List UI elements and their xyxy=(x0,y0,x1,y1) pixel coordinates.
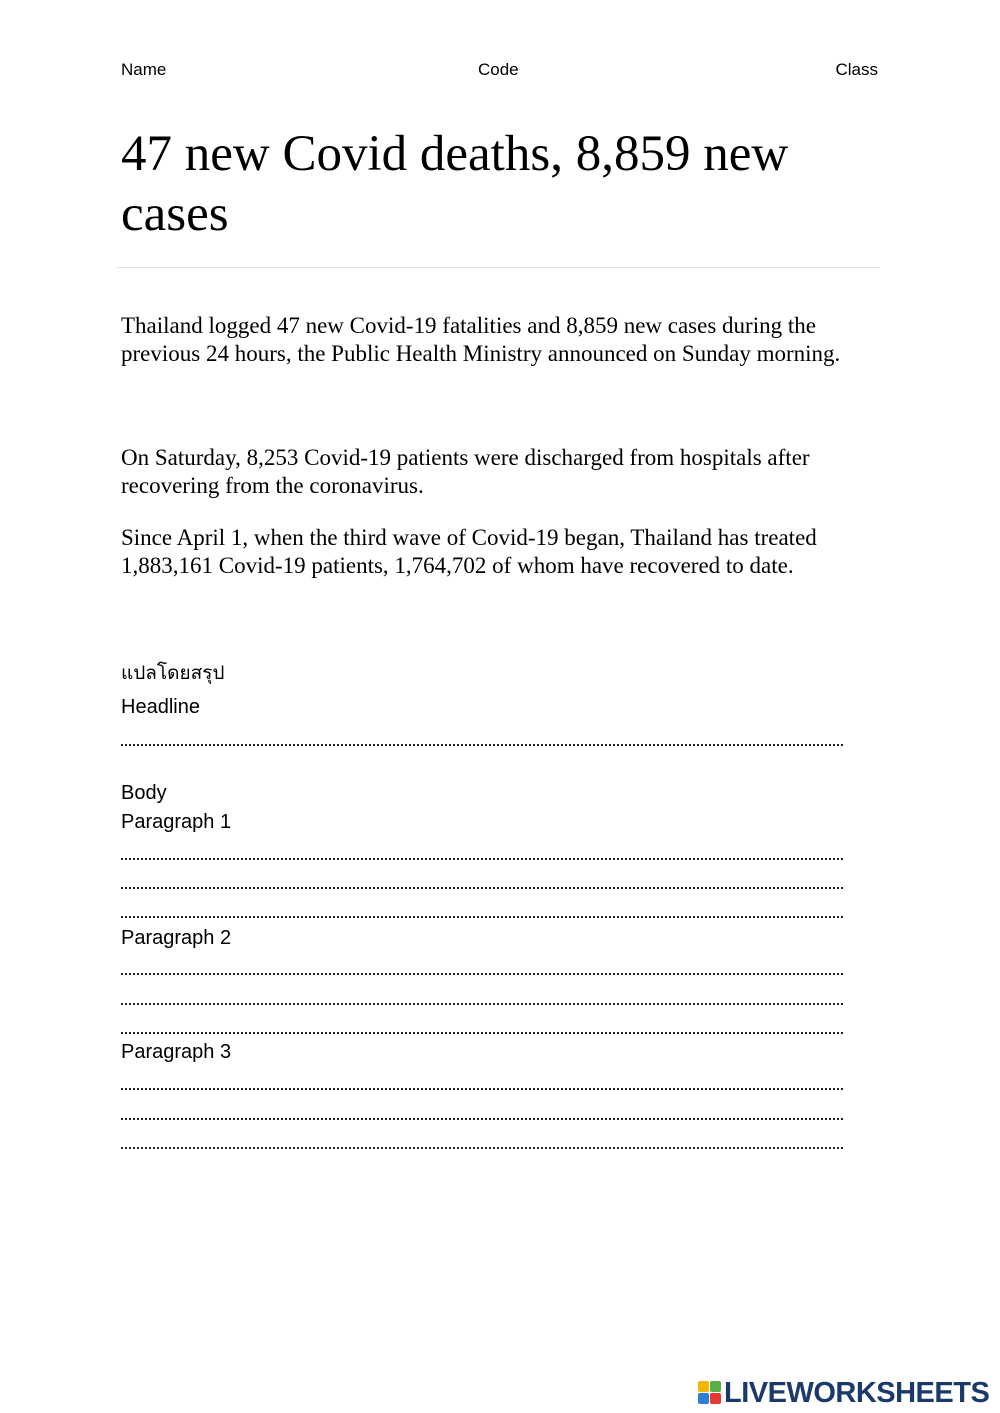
article-paragraph-2: On Saturday, 8,253 Covid-19 patients were discharged from hospitals after recovering from the coronavirus. xyxy=(121,445,810,498)
headline-divider xyxy=(117,267,880,268)
article-paragraph-1: Thailand logged 47 new Covid-19 fatalities and 8,859 new cases during the previous 24 hours, the Public Health Ministry announced on Sunday morning. xyxy=(121,313,841,366)
liveworksheets-brand xyxy=(698,1378,989,1408)
paragraph-3-answer-line-1[interactable] xyxy=(121,1088,843,1090)
name-label: Name xyxy=(121,60,167,79)
paragraph-3-answer-line-2[interactable] xyxy=(121,1118,843,1120)
body-label: Body xyxy=(121,782,167,804)
paragraph-1-answer-line-3[interactable] xyxy=(121,916,843,918)
paragraph-2-answer-line-1[interactable] xyxy=(121,973,843,975)
headline-answer-line[interactable] xyxy=(121,744,843,746)
paragraph-2-label: Paragraph 2 xyxy=(121,927,232,949)
article-paragraph-3: Since April 1, when the third wave of Covid-19 began, Thailand has treated 1,883,161 Covid-19 patients, 1,764,702 of whom have recovered to date. xyxy=(121,525,817,578)
paragraph-2-answer-line-3[interactable] xyxy=(121,1032,843,1034)
translation-instruction: แปลโดยสรุป xyxy=(121,663,225,684)
worksheet-header xyxy=(121,60,878,84)
paragraph-1-label: Paragraph 1 xyxy=(121,811,232,833)
paragraph-2-answer-line-2[interactable] xyxy=(121,1003,843,1005)
paragraph-1-answer-line-2[interactable] xyxy=(121,887,843,889)
paragraph-1-answer-line-1[interactable] xyxy=(121,858,843,860)
brand-name: LIVEWORKSHEETS xyxy=(724,1376,990,1409)
class-label: Class xyxy=(835,60,878,79)
paragraph-3-label: Paragraph 3 xyxy=(121,1041,232,1063)
code-label: Code xyxy=(478,60,519,79)
liveworksheets-logo-icon xyxy=(698,1381,722,1405)
paragraph-3-answer-line-3[interactable] xyxy=(121,1147,843,1149)
headline-label: Headline xyxy=(121,696,200,718)
article-headline: 47 new Covid deaths, 8,859 new cases xyxy=(121,126,789,242)
